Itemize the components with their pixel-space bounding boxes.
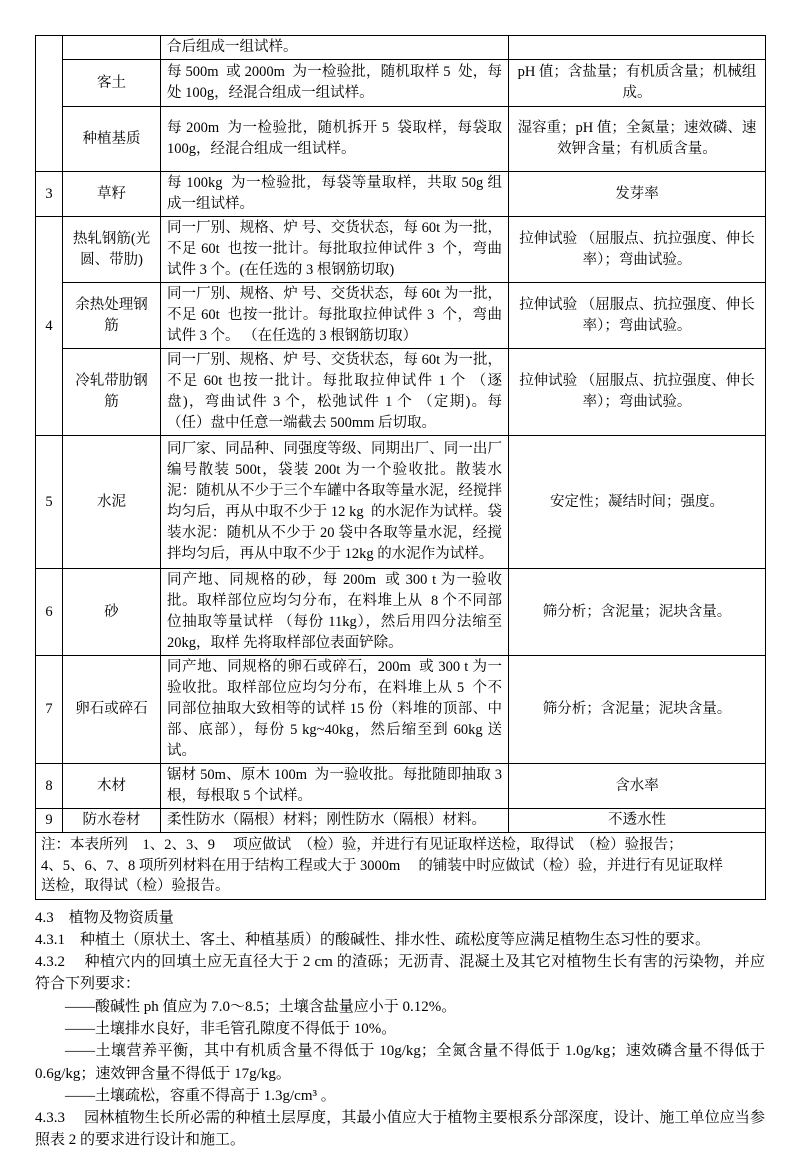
material-cell: 余热处理钢筋 [63, 283, 161, 349]
sampling-method-cell: 柔性防水（隔根）材料；刚性防水（隔根）材料。 [161, 809, 509, 833]
test-items-cell: 筛分析；含泥量；泥块含量。 [509, 656, 766, 764]
material-cell: 水泥 [63, 436, 161, 569]
row-number-cell: 9 [36, 809, 63, 833]
note-line: 4、5、6、7、8 项所列材料在用于结构工程或大于 3000m 的铺装中时应做试（检）验，并进行有见证取样 [41, 857, 723, 874]
test-items-cell: pH 值；含盐量；有机质含量；机械组成。 [509, 60, 766, 107]
material-cell: 客土 [63, 60, 161, 107]
sampling-method-cell: 同一厂别、规格、炉 号、交货状态，每 60t 为一批，不足 60t 也按一批计。每批取拉伸试件 3 个，弯曲试件 3 个。 （在任选的 3 根钢筋切取） [161, 283, 509, 349]
table-row-note [36, 833, 766, 900]
material-cell: 草籽 [63, 172, 161, 217]
table-row-continuation [36, 36, 766, 60]
table-row-sha [36, 569, 766, 656]
test-items-cell [509, 36, 766, 60]
table-row-caozi [36, 172, 766, 217]
table-row-fangshui [36, 809, 766, 833]
test-items-cell: 安定性；凝结时间；强度。 [509, 436, 766, 569]
paragraph-4-3-1: 4.3.1 种植土（原状土、客土、种植基质）的酸碱性、排水性、疏松度等应满足植物生态习性的要求。 [35, 931, 711, 948]
material-cell [63, 36, 161, 60]
material-cell: 卵石或碎石 [63, 656, 161, 764]
bullet-acidity: ——酸碱性 ph 值应为 7.0～8.5；土壤含盐量应小于 0.12%。 [65, 998, 457, 1015]
material-inspection-table [35, 35, 766, 900]
row-number-cell: 5 [36, 436, 63, 569]
row-number-cell [36, 36, 63, 172]
test-items-cell: 拉伸试验 （屈服点、抗拉强度、伸长率）；弯曲试验。 [509, 217, 766, 283]
row-number-cell: 8 [36, 764, 63, 809]
test-items-cell: 筛分析；含泥量；泥块含量。 [509, 569, 766, 656]
table-row-jizhi [36, 107, 766, 172]
table-row-rezha [36, 217, 766, 283]
material-cell: 防水卷材 [63, 809, 161, 833]
note-line: 注：本表所列 1、2、3、9 项应做试 （检）验，并进行有见证取样送检，取得试 （检）验报告； [41, 837, 683, 853]
test-items-cell: 发芽率 [509, 172, 766, 217]
bullet-drainage: ——土壤排水良好，非毛管孔隙度不得低于 10%。 [65, 1020, 397, 1037]
sampling-method-cell: 每 100kg 为一检验批，每袋等量取样，共取 50g 组成一组试样。 [161, 172, 509, 217]
row-number-cell: 3 [36, 172, 63, 217]
sampling-method-cell: 同厂家、同品种、同强度等级、同期出厂、同一出厂编号散装 500t，袋装 200t 为一个验收批。散装水泥：随机从不少于三个车罐中各取等量水泥，经搅拌均匀后，再从中取不少于 12 kg 的水泥作为试样。袋装水泥：随机从不少于 20 袋中各取等量水泥，经搅拌均匀后，再从中取不少于 12kg 的水泥作为试样。 [161, 436, 509, 569]
row-number-cell: 6 [36, 569, 63, 656]
paragraph-4-3-2: 4.3.2 种植穴内的回填土应无直径大于 2 cm 的渣砾；无沥青、混凝土及其它对植物生长有害的污染物，并应符合下列要求： [35, 954, 765, 993]
note-line: 送检，取得试（检）验报告。 [41, 878, 230, 894]
table-row-lengzha [36, 349, 766, 436]
row-number-cell: 4 [36, 217, 63, 436]
test-items-cell: 不透水性 [509, 809, 766, 833]
table-row-yure [36, 283, 766, 349]
table-row-shuini [36, 436, 766, 569]
sampling-method-cell: 锯材 50m、原木 100m 为一验收批。每批随即抽取 3 根，每根取 5 个试样。 [161, 764, 509, 809]
sampling-method-cell: 每 500m 或 2000m 为一检验批，随机取样 5 处，每处 100g，经混合组成一组试样。 [161, 60, 509, 107]
row-number-cell: 7 [36, 656, 63, 764]
body-text-sections [35, 907, 765, 1152]
bullet-nutrition: ——土壤营养平衡，其中有机质含量不得低于 10g/kg；全氮含量不得低于 1.0g/kg；速效磷含量不得低于 0.6g/kg；速效钾含量不得低于 17g/kg。 [35, 1043, 765, 1082]
test-items-cell: 含水率 [509, 764, 766, 809]
sampling-method-cell: 同产地、同规格的砂，每 200m 或 300 t 为一验收批。取样部位应均匀分布，在料堆上从 8 个不同部位抽取等量试样 （每份 11kg），然后用四分法缩至 20kg，取样 先将取样部位表面铲除。 [161, 569, 509, 656]
material-cell: 热轧钢筋(光圆、带肋) [63, 217, 161, 283]
material-cell: 砂 [63, 569, 161, 656]
section-heading-4-3: 4.3 植物及物资质量 [35, 909, 174, 926]
sampling-method-cell: 同一厂别、规格、炉 号、交货状态，每 60t 为一批，不足 60t 也按一批计。每批取拉伸试件 3 个，弯曲试件 3 个。(在任选的 3 根钢筋切取) [161, 217, 509, 283]
paragraph-4-3-3: 4.3.3 园林植物生长所必需的种植土层厚度，其最小值应大于植物主要根系分部深度，设计、施工单位应当参照表 2 的要求进行设计和施工。 [35, 1110, 765, 1149]
material-cell: 冷轧带肋钢筋 [63, 349, 161, 436]
table-row-ketu [36, 60, 766, 107]
material-cell: 种植基质 [63, 107, 161, 172]
material-cell: 木材 [63, 764, 161, 809]
bullet-looseness: ——土壤疏松，容重不得高于 1.3g/cm³ 。 [65, 1087, 336, 1104]
table-row-mucai [36, 764, 766, 809]
test-items-cell: 拉伸试验 （屈服点、抗拉强度、伸长率）；弯曲试验。 [509, 283, 766, 349]
table-note-cell [36, 833, 766, 900]
sampling-method-cell: 每 200m 为一检验批，随机拆开 5 袋取样，每袋取 100g，经混合组成一组试样。 [161, 107, 509, 172]
sampling-method-cell: 合后组成一组试样。 [161, 36, 509, 60]
sampling-method-cell: 同产地、同规格的卵石或碎石，200m 或 300 t 为一验收批。取样部位应均匀分布，在料堆上从 5 个不同部位抽取大致相等的试样 15 份（料堆的顶部、中部、底部），每份 5 kg~40kg，然后缩至到 60kg 送试。 [161, 656, 509, 764]
test-items-cell: 拉伸试验 （屈服点、抗拉强度、伸长率）；弯曲试验。 [509, 349, 766, 436]
table-row-luanshi [36, 656, 766, 764]
test-items-cell: 湿容重；pH 值；全氮量；速效磷、速效钾含量；有机质含量。 [509, 107, 766, 172]
sampling-method-cell: 同一厂别、规格、炉 号、交货状态，每 60t 为一批，不足 60t 也按一批计。每批取拉伸试件 1 个 （逐盘)，弯曲试件 3 个，松弛试件 1 个 （定期)。每 （任）盘中任意一端截去 500mm 后切取。 [161, 349, 509, 436]
